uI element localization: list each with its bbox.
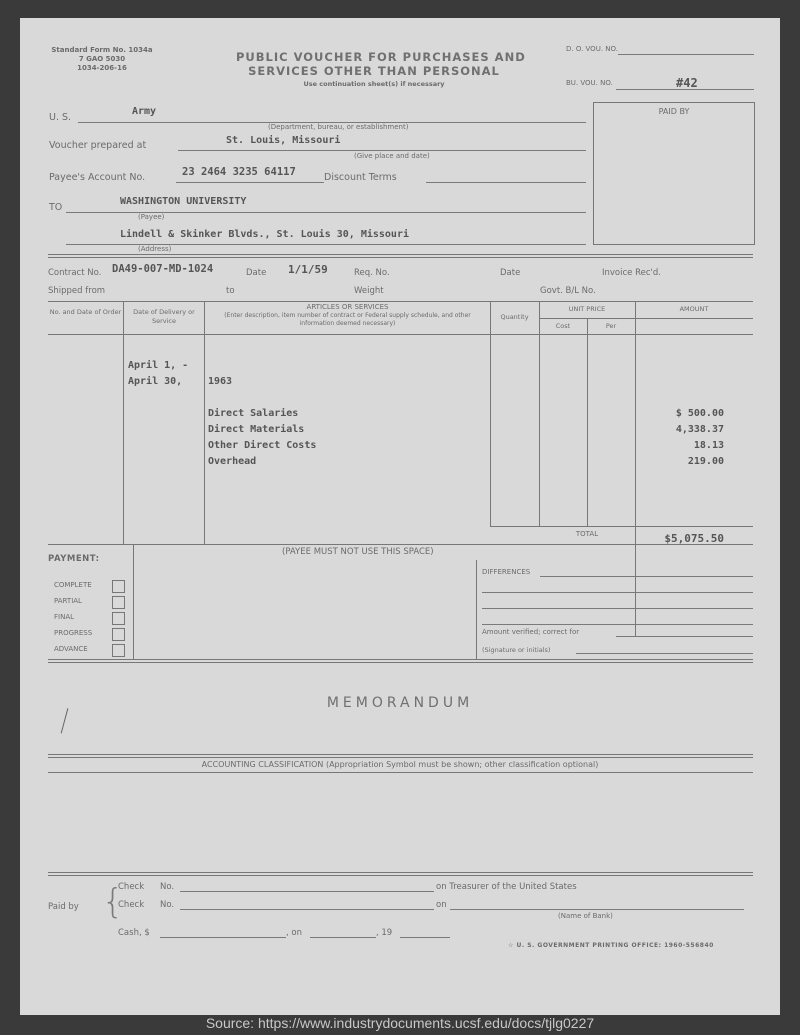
prepared-at-label: Voucher prepared at [49,140,147,151]
header-articles-desc: (Enter description, item number of contract or Federal supply schedule, and other information deemed necessary) [224,312,471,327]
column-divider [123,301,124,544]
cash-year-label: , 19 [376,928,393,938]
pen-mark [61,708,70,734]
check1-label: Check [118,882,145,892]
printing-office: ☆ U. S. GOVERNMENT PRINTING OFFICE: 1960-556840 [508,942,714,949]
req-date-label: Date [500,268,521,278]
check1-treasurer: on Treasurer of the United States [436,882,577,892]
address-caption: (Address) [138,245,172,253]
header-order: No. and Date of Order [49,308,122,316]
cash-date-field[interactable] [310,937,376,938]
payment-option-advance: ADVANCE [54,645,88,653]
source-caption: Source: https://www.industrydocuments.ucsf.edu/docs/tjlg0227 [205,1015,595,1031]
table-top-border [48,301,753,302]
invoice-received-label: Invoice Rec'd. [602,268,661,278]
bank-caption: (Name of Bank) [558,912,613,920]
line-item-amounts [620,406,724,470]
bu-vou-value: #42 [676,76,698,90]
payee-address-value: Lindell & Skinker Blvds., St. Louis 30, Missouri [120,229,409,240]
line-item-descriptions [208,406,316,470]
discount-terms-field[interactable] [426,182,586,183]
line-item-description: Overhead [208,456,257,467]
form-subtitle: Use continuation sheet(s) if necessary [303,80,445,88]
column-divider [539,301,540,526]
bank-name-field[interactable] [450,909,744,910]
prepared-at-field[interactable] [178,150,586,151]
divider [48,254,753,258]
account-field[interactable] [176,182,324,183]
do-vou-label: D. O. VOU. NO. [566,45,618,53]
bu-vou-label: BU. VOU. NO. [566,79,613,87]
form-id-block [48,46,156,73]
accounting-classification: ACCOUNTING CLASSIFICATION (Appropriation Symbol must be shown; other classification optional) [201,760,599,769]
payment-option-partial: PARTIAL [54,597,82,605]
header-cost: Cost [555,322,571,330]
form-title [236,50,526,78]
header-per: Per [605,322,617,330]
payment-divider [133,544,134,660]
complete-checkbox[interactable] [112,580,125,593]
differences-column-divider [635,544,636,636]
paid-by-top-border [48,872,753,876]
column-divider [204,301,205,544]
payment-bottom-border [48,659,753,663]
prepared-at-caption: (Give place and date) [354,152,430,160]
title-line-2: SERVICES OTHER THAN PERSONAL [248,64,500,78]
column-divider [490,301,491,526]
differences-line-3[interactable] [482,608,753,609]
title-line-1: PUBLIC VOUCHER FOR PURCHASES AND [236,50,526,64]
paid-by-box [593,102,755,245]
column-divider [587,318,588,526]
total-row-border [490,526,753,527]
differences-label: DIFFERENCES [482,568,531,576]
cash-label: Cash, $ [118,928,150,938]
differences-line-4[interactable] [482,624,753,625]
header-quantity: Quantity [500,313,529,321]
paid-by-box-label: PAID BY [658,107,690,116]
service-period-end: April 30, [128,376,183,387]
service-period-start: April 1, - [128,360,189,371]
accounting-bottom-border [48,772,753,773]
header-delivery: Date of Delivery or Service [133,308,195,325]
line-item-description: Other Direct Costs [208,440,317,451]
prepared-at-value: St. Louis, Missouri [226,135,341,146]
total-label: TOTAL [575,530,599,538]
us-department-value: Army [132,106,157,117]
voucher-page [20,18,780,1015]
payee-name-value: WASHINGTON UNIVERSITY [120,196,247,207]
differences-line-2[interactable] [482,592,753,593]
table-header-border [48,334,753,335]
header-articles: ARTICLES OR SERVICES [306,303,389,311]
line-item-amount: 4,338.37 [675,424,724,435]
gao-number: 7 GAO 5030 [78,55,126,63]
contract-value: DA49-007-MD-1024 [112,263,214,275]
payee-caption: (Payee) [138,213,165,221]
bl-number-label: Govt. B/L No. [540,286,596,296]
weight-label: Weight [354,286,384,296]
payee-notice: (PAYEE MUST NOT USE THIS SPACE) [282,547,434,557]
to-label: TO [49,202,63,213]
unit-price-divider [539,318,753,319]
check1-number-field[interactable] [180,891,434,892]
advance-checkbox[interactable] [112,644,125,657]
cash-on-label: , on [286,928,302,938]
payment-option-progress: PROGRESS [54,629,93,637]
brace-icon: { [102,882,124,922]
form-code: 1034-206-16 [77,64,127,72]
memorandum-title: MEMORANDUM [326,695,474,711]
account-value: 23 2464 3235 64117 [182,166,296,178]
cash-year-field[interactable] [400,937,450,938]
line-item-amount: $ 500.00 [675,408,724,419]
us-label: U. S. [49,112,72,123]
accounting-top-border [48,754,753,758]
paid-by-label: Paid by [48,902,79,912]
discount-terms-label: Discount Terms [324,172,397,183]
header-unit-price: UNIT PRICE [568,305,606,313]
amount-verified-label: Amount verified; correct for [482,628,580,636]
check2-on-label: on [436,900,447,910]
shipped-to-label: to [226,286,235,296]
payment-title: PAYMENT: [48,554,100,564]
cash-amount-field[interactable] [160,937,286,938]
payment-option-final: FINAL [54,613,75,621]
do-vou-field[interactable] [618,54,754,55]
check1-no-label: No. [160,882,175,892]
line-item-amount: 219.00 [687,456,724,467]
check2-number-field[interactable] [180,909,434,910]
signature-label: (Signature or initials) [482,646,551,654]
line-item-amount: 18.13 [693,440,724,451]
check2-label: Check [118,900,145,910]
check2-no-label: No. [160,900,175,910]
differences-field[interactable] [540,576,753,577]
contract-date-label: Date [246,268,267,278]
total-amount: $5,075.50 [664,532,724,545]
standard-form-number: Standard Form No. 1034a [51,46,153,54]
us-caption: (Department, bureau, or establishment) [268,123,409,131]
differences-divider [476,560,477,660]
partial-checkbox[interactable] [112,596,125,609]
table-bottom-border [48,544,753,545]
contract-date-value: 1/1/59 [288,263,328,276]
payment-option-complete: COMPLETE [54,581,92,589]
final-checkbox[interactable] [112,612,125,625]
line-item-description: Direct Salaries [208,408,299,419]
header-amount: AMOUNT [679,305,709,313]
amount-verified-field[interactable] [616,636,753,637]
signature-field[interactable] [576,653,753,654]
contract-label: Contract No. [48,268,102,278]
line-item-description: Direct Materials [208,424,305,435]
shipped-from-label: Shipped from [48,286,106,296]
service-year: 1963 [208,376,233,387]
req-no-label: Req. No. [354,268,390,278]
progress-checkbox[interactable] [112,628,125,641]
account-label: Payee's Account No. [49,172,146,183]
